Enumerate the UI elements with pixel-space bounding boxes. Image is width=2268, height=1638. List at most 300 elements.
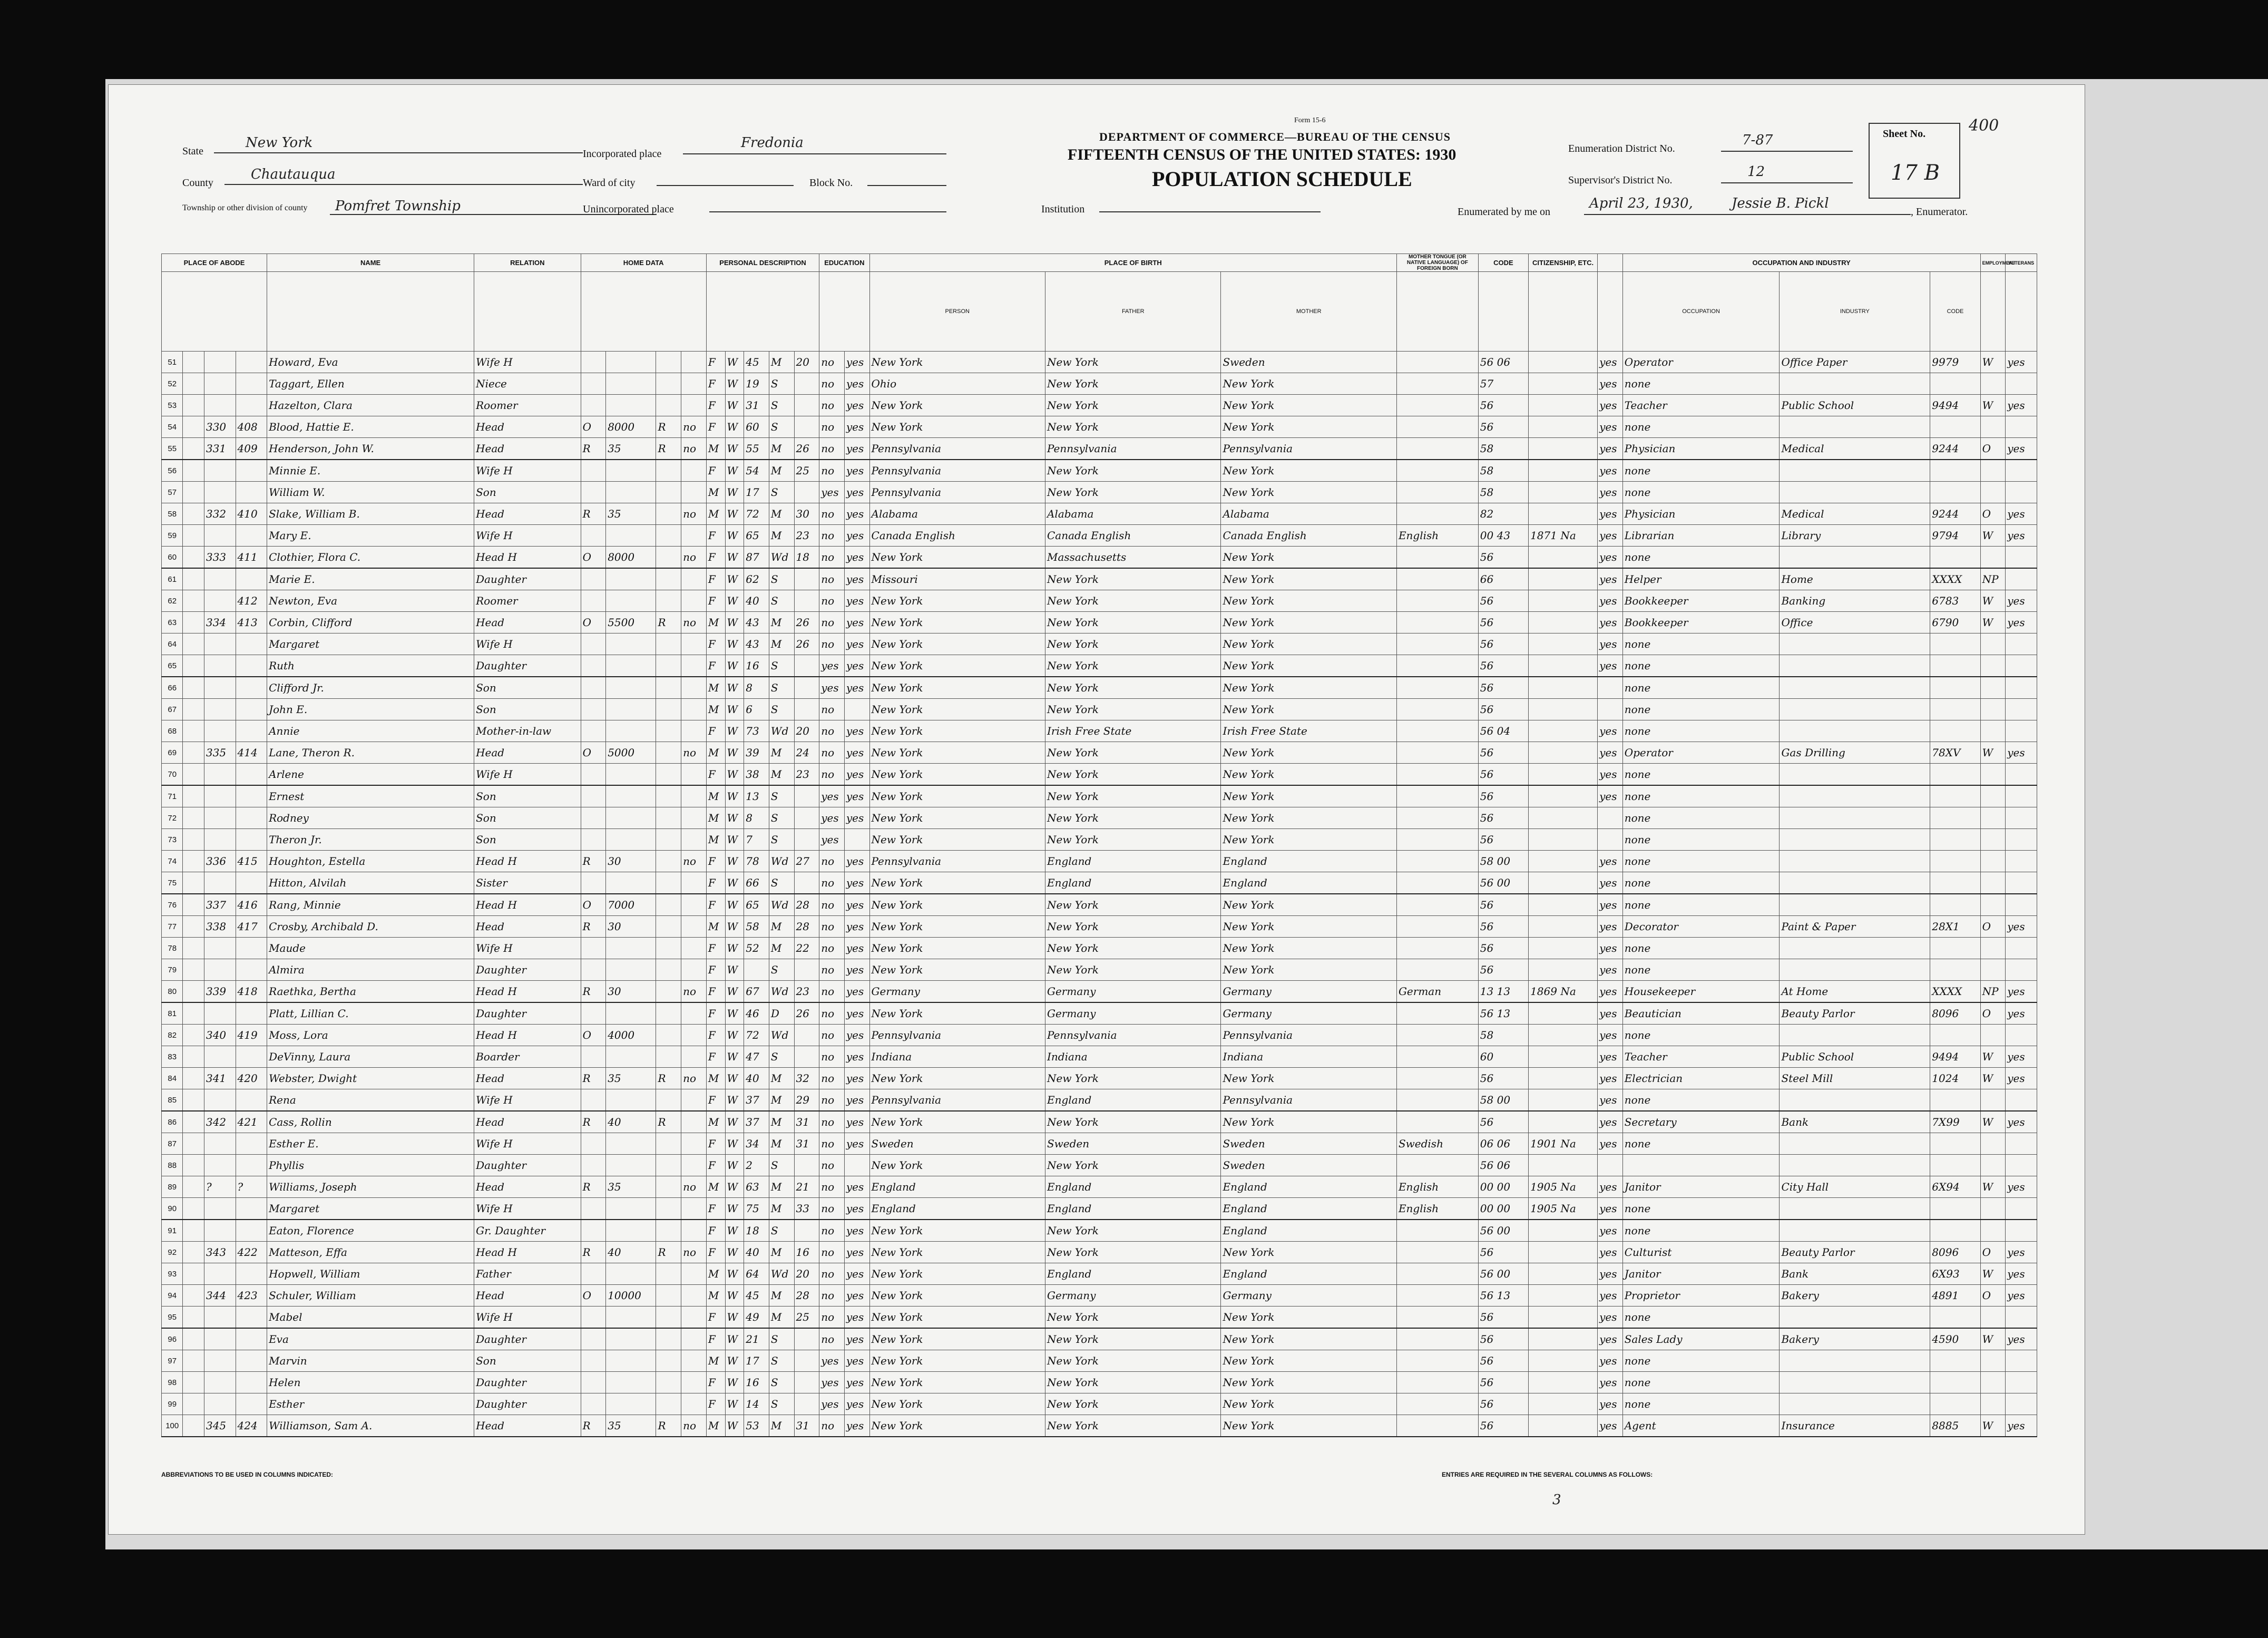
cell-person: New York <box>869 352 1045 373</box>
cell-age: 21 <box>744 1328 769 1350</box>
table-row <box>162 872 2037 894</box>
cell-school: yes <box>819 482 845 503</box>
cell-code: 13 13 <box>1478 981 1528 1003</box>
cell-name: Webster, Dwight <box>267 1068 474 1089</box>
cell-age-marr <box>794 1025 819 1046</box>
cell-relation: Head H <box>474 547 581 569</box>
cell-relation: Wife H <box>474 938 581 959</box>
line-number: 76 <box>162 894 183 916</box>
cell-age: 16 <box>744 655 769 677</box>
cell-occupation: none <box>1622 1198 1780 1220</box>
cell-sex: M <box>706 482 725 503</box>
cell-person: New York <box>869 785 1045 807</box>
cell-code2: 7X99 <box>1930 1111 1980 1133</box>
cell-industry: Public School <box>1780 395 1930 416</box>
cell-relation: Roomer <box>474 590 581 612</box>
cell-age: 18 <box>744 1220 769 1242</box>
cell-worker: W <box>1980 395 2006 416</box>
cell-citizen <box>1529 612 1598 633</box>
cell-worker <box>1980 1350 2006 1372</box>
table-row <box>162 959 2037 981</box>
cell-citizen <box>1529 720 1598 742</box>
cell-code: 56 <box>1478 742 1528 764</box>
table-row <box>162 981 2037 1003</box>
cell-farm <box>681 352 707 373</box>
cell-occupation: Agent <box>1622 1415 1780 1437</box>
cell-school: no <box>819 742 845 764</box>
cell-english: yes <box>1598 916 1623 938</box>
cell-father: New York <box>1045 894 1220 916</box>
cell-sex: F <box>706 460 725 482</box>
cell-english <box>1598 807 1623 829</box>
cell-age: 19 <box>744 373 769 395</box>
cell-person: New York <box>869 1220 1045 1242</box>
cell-age-marr: 30 <box>794 503 819 525</box>
cell-tenure <box>581 1089 606 1111</box>
line-number: 83 <box>162 1046 183 1068</box>
cell-age-marr <box>794 568 819 590</box>
cell-farm: no <box>681 1068 707 1089</box>
cell-citizen <box>1529 547 1598 569</box>
table-row <box>162 612 2037 633</box>
cell-father: New York <box>1045 590 1220 612</box>
line-number: 82 <box>162 1025 183 1046</box>
cell-tongue: English <box>1396 1198 1478 1220</box>
cell-worker: W <box>1980 352 2006 373</box>
cell-tenure: R <box>581 1242 606 1263</box>
cell-mother: Pennsylvania <box>1221 1025 1396 1046</box>
table-row <box>162 699 2037 720</box>
cell-marital: M <box>769 503 794 525</box>
cell-occupation: none <box>1622 677 1780 699</box>
cell-marital: M <box>769 1306 794 1329</box>
cell-farm <box>681 677 707 699</box>
cell-radio <box>656 785 681 807</box>
cell-family: 417 <box>236 916 267 938</box>
cell-code2 <box>1930 1372 1980 1393</box>
cell-worker <box>1980 1198 2006 1220</box>
cell-value <box>606 785 656 807</box>
cell-marital: S <box>769 1220 794 1242</box>
cell-read: yes <box>844 959 869 981</box>
cell-family: 416 <box>236 894 267 916</box>
cell-dwelling <box>204 1306 236 1329</box>
cell-citizen <box>1529 1155 1598 1176</box>
cell-dwelling: ? <box>204 1176 236 1198</box>
cell-dwelling: 336 <box>204 851 236 872</box>
cell-citizen <box>1529 352 1598 373</box>
cell-age: 17 <box>744 482 769 503</box>
line-number: 89 <box>162 1176 183 1198</box>
cell-farm <box>681 1133 707 1155</box>
cell-mother: England <box>1221 872 1396 894</box>
cell-person: Pennsylvania <box>869 1025 1045 1046</box>
cell-citizen <box>1529 395 1598 416</box>
cell-industry <box>1780 1393 1930 1415</box>
cell-father: New York <box>1045 1372 1220 1393</box>
cell-value <box>606 807 656 829</box>
cell-name: Clifford Jr. <box>267 677 474 699</box>
cell-dwelling <box>204 1220 236 1242</box>
cell-read <box>844 1155 869 1176</box>
cell-name: Margaret <box>267 1198 474 1220</box>
cell-code2: XXXX <box>1930 981 1980 1003</box>
cell-citizen <box>1529 1306 1598 1329</box>
line-number: 79 <box>162 959 183 981</box>
sub-code: CODE <box>1930 272 1980 352</box>
line-number: 61 <box>162 568 183 590</box>
line-number: 87 <box>162 1133 183 1155</box>
cell-age-marr: 33 <box>794 1198 819 1220</box>
cell-school: yes <box>819 1372 845 1393</box>
cell-citizen <box>1529 785 1598 807</box>
cell-occupation: Beautician <box>1622 1002 1780 1025</box>
cell-code: 56 <box>1478 938 1528 959</box>
cell-tenure <box>581 1133 606 1155</box>
cell-citizen: 1871 Na <box>1529 525 1598 547</box>
cell-person: New York <box>869 677 1045 699</box>
cell-radio <box>656 894 681 916</box>
cell-race: W <box>725 916 744 938</box>
cell-code: 58 <box>1478 482 1528 503</box>
cell-race: W <box>725 1089 744 1111</box>
cell-tenure <box>581 807 606 829</box>
table-row <box>162 894 2037 916</box>
cell-code: 06 06 <box>1478 1133 1528 1155</box>
cell-farm <box>681 699 707 720</box>
cell-person: Pennsylvania <box>869 1089 1045 1111</box>
cell-read: yes <box>844 590 869 612</box>
cell-father: New York <box>1045 1220 1220 1242</box>
cell-read: yes <box>844 1328 869 1350</box>
cell-code: 58 <box>1478 1025 1528 1046</box>
cell-farm: no <box>681 981 707 1003</box>
cell-family: 422 <box>236 1242 267 1263</box>
cell-read: yes <box>844 482 869 503</box>
cell-tenure <box>581 1046 606 1068</box>
cell-person: New York <box>869 742 1045 764</box>
cell-code2: 4590 <box>1930 1328 1980 1350</box>
cell-work: yes <box>2006 590 2037 612</box>
cell-dwelling: 341 <box>204 1068 236 1089</box>
cell-tongue <box>1396 460 1478 482</box>
cell-name: Henderson, John W. <box>267 438 474 460</box>
line-number: 85 <box>162 1089 183 1111</box>
cell-school: no <box>819 503 845 525</box>
cell-farm: no <box>681 851 707 872</box>
cell-farm <box>681 1025 707 1046</box>
cell-work <box>2006 872 2037 894</box>
cell-age: 54 <box>744 460 769 482</box>
cell-radio <box>656 851 681 872</box>
cell-race: W <box>725 1046 744 1068</box>
cell-father: New York <box>1045 764 1220 786</box>
cell-person: New York <box>869 699 1045 720</box>
cell-age: 52 <box>744 938 769 959</box>
census-rows <box>162 352 2037 1437</box>
cell-citizen <box>1529 1328 1598 1350</box>
cell-person: Indiana <box>869 1046 1045 1068</box>
cell-age: 62 <box>744 568 769 590</box>
cell-read: yes <box>844 1220 869 1242</box>
cell-farm <box>681 829 707 851</box>
township-value: Pomfret Township <box>335 198 461 214</box>
cell-marital: M <box>769 742 794 764</box>
cell-dwelling: 340 <box>204 1025 236 1046</box>
cell-radio <box>656 872 681 894</box>
cell-occupation: none <box>1622 894 1780 916</box>
cell-value <box>606 460 656 482</box>
cell-name: Hitton, Alvilah <box>267 872 474 894</box>
cell-age: 65 <box>744 894 769 916</box>
cell-radio: R <box>656 416 681 438</box>
cell-farm <box>681 1285 707 1306</box>
cell-occupation: Physician <box>1622 438 1780 460</box>
line-number: 68 <box>162 720 183 742</box>
line-number: 67 <box>162 699 183 720</box>
cell-farm <box>681 1372 707 1393</box>
cell-mother: New York <box>1221 568 1396 590</box>
cell-school: no <box>819 720 845 742</box>
cell-relation: Head <box>474 1285 581 1306</box>
page-mark: 3 <box>1552 1492 1561 1508</box>
cell-tongue <box>1396 1263 1478 1285</box>
cell-english: yes <box>1598 1285 1623 1306</box>
cell-family: 408 <box>236 416 267 438</box>
cell-school: yes <box>819 677 845 699</box>
cell-name: Matteson, Effa <box>267 1242 474 1263</box>
cell-code2: 8096 <box>1930 1002 1980 1025</box>
cell-code: 56 04 <box>1478 720 1528 742</box>
cell-school: no <box>819 764 845 786</box>
cell-age-marr: 26 <box>794 438 819 460</box>
township-label: Township or other division of county <box>182 203 308 212</box>
cell-value: 35 <box>606 1415 656 1437</box>
cell-english: yes <box>1598 1068 1623 1089</box>
cell-marital: S <box>769 1155 794 1176</box>
group-place-of-abode: PLACE OF ABODE <box>162 254 267 272</box>
cell-work <box>2006 416 2037 438</box>
cell-relation: Head <box>474 416 581 438</box>
cell-age-marr <box>794 785 819 807</box>
cell-dwelling <box>204 395 236 416</box>
cell-radio <box>656 1306 681 1329</box>
cell-person: New York <box>869 894 1045 916</box>
cell-work: yes <box>2006 1111 2037 1133</box>
cell-family <box>236 525 267 547</box>
cell-name: Platt, Lillian C. <box>267 1002 474 1025</box>
cell-marital: S <box>769 1328 794 1350</box>
cell-citizen <box>1529 1285 1598 1306</box>
cell-work: yes <box>2006 612 2037 633</box>
cell-radio <box>656 1350 681 1372</box>
cell-tenure <box>581 1198 606 1220</box>
cell-tenure: O <box>581 416 606 438</box>
institution-label: Institution <box>1041 203 1085 215</box>
cell-radio <box>656 633 681 655</box>
cell-work: yes <box>2006 1002 2037 1025</box>
group-place-of-birth: PLACE OF BIRTH <box>869 254 1396 272</box>
cell-marital: S <box>769 959 794 981</box>
cell-dwelling <box>204 872 236 894</box>
cell-industry: Bakery <box>1780 1328 1930 1350</box>
cell-dwelling: 344 <box>204 1285 236 1306</box>
cell-industry <box>1780 1133 1930 1155</box>
cell-tenure: O <box>581 612 606 633</box>
cell-english: yes <box>1598 981 1623 1003</box>
state-value: New York <box>246 135 313 151</box>
cell-radio <box>656 1220 681 1242</box>
cell-value <box>606 1198 656 1220</box>
cell-farm <box>681 1155 707 1176</box>
cell-tenure: O <box>581 894 606 916</box>
group-veterans: VETERANS <box>2006 254 2037 272</box>
cell-age-marr: 23 <box>794 981 819 1003</box>
cell-mother: England <box>1221 1176 1396 1198</box>
cell-code2: 1024 <box>1930 1068 1980 1089</box>
cell-worker: W <box>1980 1415 2006 1437</box>
table-row <box>162 720 2037 742</box>
cell-age-marr <box>794 655 819 677</box>
cell-tongue <box>1396 851 1478 872</box>
cell-citizen <box>1529 742 1598 764</box>
cell-family <box>236 568 267 590</box>
cell-citizen <box>1529 1350 1598 1372</box>
cell-mother: Pennsylvania <box>1221 1089 1396 1111</box>
cell-school: no <box>819 916 845 938</box>
cell-sex: F <box>706 633 725 655</box>
cell-citizen <box>1529 916 1598 938</box>
cell-tenure <box>581 525 606 547</box>
cell-tongue <box>1396 612 1478 633</box>
cell-work <box>2006 633 2037 655</box>
cell-age-marr <box>794 1393 819 1415</box>
cell-mother: New York <box>1221 633 1396 655</box>
cell-worker <box>1980 938 2006 959</box>
cell-english: yes <box>1598 1372 1623 1393</box>
cell-english: yes <box>1598 1198 1623 1220</box>
cell-occupation: Culturist <box>1622 1242 1780 1263</box>
cell-family <box>236 764 267 786</box>
cell-read: yes <box>844 1350 869 1372</box>
cell-mother: New York <box>1221 807 1396 829</box>
cell-mother: Germany <box>1221 981 1396 1003</box>
cell-sex: M <box>706 1176 725 1198</box>
cell-mother: New York <box>1221 482 1396 503</box>
cell-citizen <box>1529 503 1598 525</box>
line-number: 96 <box>162 1328 183 1350</box>
cell-farm: no <box>681 1415 707 1437</box>
cell-race: W <box>725 438 744 460</box>
cell-occupation: none <box>1622 829 1780 851</box>
cell-code2 <box>1930 851 1980 872</box>
cell-code: 56 13 <box>1478 1002 1528 1025</box>
cell-tenure: O <box>581 1025 606 1046</box>
cell-father: New York <box>1045 612 1220 633</box>
cell-school: no <box>819 699 845 720</box>
cell-relation: Roomer <box>474 395 581 416</box>
cell-citizen <box>1529 1068 1598 1089</box>
cell-occupation: none <box>1622 373 1780 395</box>
group-mother-tongue: MOTHER TONGUE (OR NATIVE LANGUAGE) OF FOREIGN BORN <box>1396 254 1478 272</box>
cell-age: 60 <box>744 416 769 438</box>
cell-name: Williamson, Sam A. <box>267 1415 474 1437</box>
cell-tenure <box>581 938 606 959</box>
cell-read: yes <box>844 568 869 590</box>
cell-code2: 9244 <box>1930 503 1980 525</box>
cell-tenure <box>581 764 606 786</box>
cell-english: yes <box>1598 460 1623 482</box>
cell-english: yes <box>1598 373 1623 395</box>
cell-person: New York <box>869 395 1045 416</box>
cell-school: yes <box>819 655 845 677</box>
cell-read: yes <box>844 1263 869 1285</box>
cell-mother: New York <box>1221 460 1396 482</box>
cell-code2 <box>1930 720 1980 742</box>
cell-code2: 78XV <box>1930 742 1980 764</box>
cell-sex: F <box>706 981 725 1003</box>
table-row <box>162 829 2037 851</box>
cell-father: New York <box>1045 1393 1220 1415</box>
table-row <box>162 1089 2037 1111</box>
cell-person: England <box>869 1198 1045 1220</box>
cell-radio <box>656 959 681 981</box>
cell-occupation: Operator <box>1622 742 1780 764</box>
cell-read: yes <box>844 373 869 395</box>
cell-relation: Father <box>474 1263 581 1285</box>
cell-dwelling <box>204 1046 236 1068</box>
cell-race: W <box>725 764 744 786</box>
cell-relation: Head <box>474 916 581 938</box>
cell-worker <box>1980 894 2006 916</box>
cell-radio <box>656 482 681 503</box>
cell-farm <box>681 916 707 938</box>
cell-farm <box>681 872 707 894</box>
cell-age-marr <box>794 699 819 720</box>
cell-tongue <box>1396 503 1478 525</box>
table-row <box>162 438 2037 460</box>
cell-code: 56 <box>1478 916 1528 938</box>
cell-industry <box>1780 482 1930 503</box>
cell-marital: M <box>769 633 794 655</box>
cell-read: yes <box>844 525 869 547</box>
cell-value <box>606 1155 656 1176</box>
cell-age-marr: 22 <box>794 938 819 959</box>
cell-father: New York <box>1045 633 1220 655</box>
cell-school: no <box>819 416 845 438</box>
cell-occupation: none <box>1622 1220 1780 1242</box>
table-row <box>162 373 2037 395</box>
cell-work: yes <box>2006 503 2037 525</box>
cell-father: New York <box>1045 785 1220 807</box>
cell-code: 56 00 <box>1478 872 1528 894</box>
cell-mother: New York <box>1221 677 1396 699</box>
line-number: 62 <box>162 590 183 612</box>
cell-value: 30 <box>606 981 656 1003</box>
cell-code2: 6X93 <box>1930 1263 1980 1285</box>
cell-occupation: none <box>1622 1393 1780 1415</box>
cell-marital: S <box>769 785 794 807</box>
cell-person: New York <box>869 872 1045 894</box>
cell-work <box>2006 807 2037 829</box>
cell-worker: W <box>1980 1263 2006 1285</box>
table-row <box>162 1372 2037 1393</box>
cell-code: 56 <box>1478 1372 1528 1393</box>
cell-english <box>1598 677 1623 699</box>
cell-code2 <box>1930 460 1980 482</box>
cell-value <box>606 677 656 699</box>
cell-father: Alabama <box>1045 503 1220 525</box>
